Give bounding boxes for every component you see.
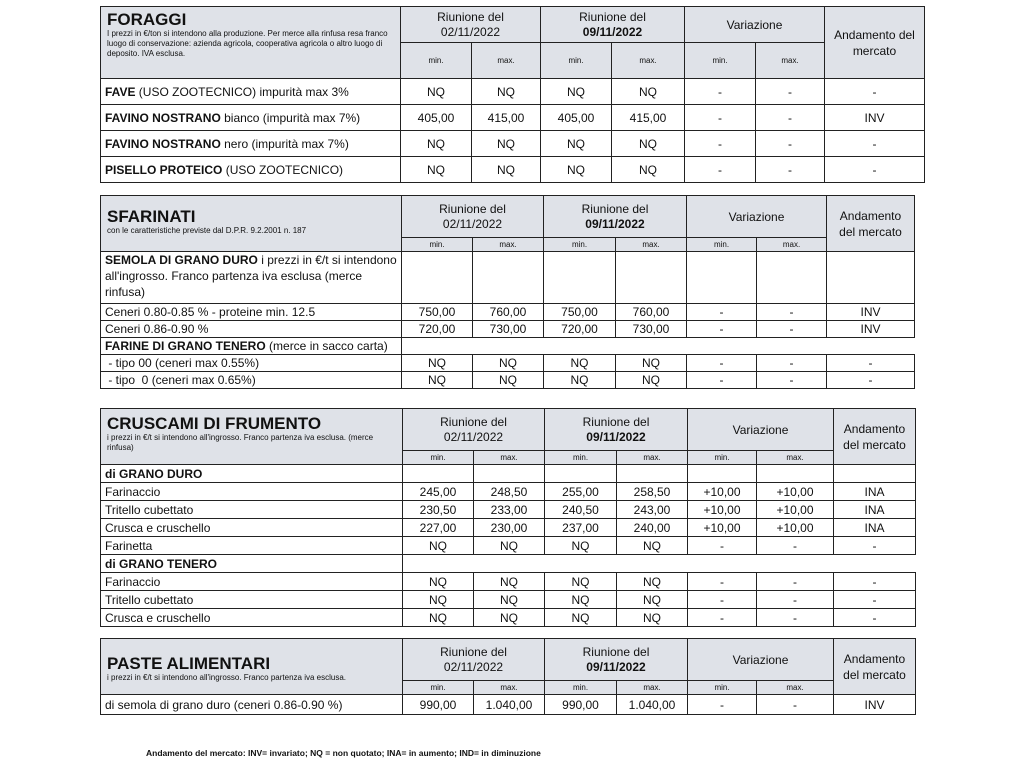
market-legend: Andamento del mercato: INV= invariato; NQ = non quotato; INA= in aumento; IND= in diminuzione [146,748,541,758]
farine-heading-row [101,338,915,355]
cell [473,252,544,304]
section-title: CRUSCAMI DI FRUMENTO [107,414,322,433]
value-cell: NQ [473,355,544,372]
reunion-date1-header [401,7,541,43]
value-cell: - [688,695,757,715]
reunion-label: Riunione del [439,201,506,216]
value-cell: NQ [541,157,612,183]
reunion-date: 02/11/2022 [442,216,503,231]
reunion-date: 09/11/2022 [585,216,645,231]
value-cell: NQ [541,79,612,105]
row-label-bold: FAVINO NOSTRANO [105,136,221,151]
tenero-heading-row [101,555,916,573]
table-row [101,372,915,389]
value-cell: - [827,372,915,389]
value-cell: - [757,695,834,715]
value-cell: NQ [617,537,688,555]
semola-bold: SEMOLA DI GRANO DURO [105,253,258,267]
value-cell: - [687,321,757,338]
reunion-label: Riunione del [437,9,504,24]
section-title-cell [101,7,401,79]
value-cell: INV [825,105,925,131]
value-cell: 237,00 [545,519,617,537]
max-label: max. [473,238,544,252]
row-label: Farinaccio [101,483,403,501]
section-title-cell [101,639,403,695]
row-label: Farinaccio [101,573,403,591]
value-cell: NQ [403,537,474,555]
min-label: min. [544,238,616,252]
sfarinati-header [101,196,915,252]
table-row [101,537,916,555]
value-cell: 405,00 [541,105,612,131]
value-cell: NQ [544,355,616,372]
row-label: - tipo 0 (ceneri max 0.65%) [101,372,402,389]
max-label: max. [756,43,825,79]
value-cell: NQ [402,372,473,389]
max-label: max. [616,238,687,252]
reunion-date: 02/11/2022 [443,429,504,444]
foraggi-section [100,6,925,183]
value-cell: 227,00 [403,519,474,537]
row-label: Crusca e cruschello [101,609,403,627]
table-row [101,321,915,338]
section-title-cell [101,409,403,465]
min-label: min. [541,43,612,79]
duro-heading-row [101,465,916,483]
max-label: max. [617,681,688,695]
row-label [101,157,401,183]
value-cell: 415,00 [472,105,541,131]
variazione-header: Variazione [685,7,825,43]
table-row [101,591,916,609]
andamento-header: Andamento del mercato [827,196,915,252]
table-row [101,355,915,372]
foraggi-rows [101,79,925,183]
value-cell: INV [834,695,916,715]
row-label: Tritello cubettato [101,591,403,609]
min-label: min. [402,238,473,252]
value-cell: 240,00 [617,519,688,537]
reunion-date: 09/11/2022 [586,659,646,674]
value-cell: INA [834,501,916,519]
value-cell: 730,00 [616,321,687,338]
min-label: min. [688,681,757,695]
row-label: Farinetta [101,537,403,555]
table-row [101,483,916,501]
value-cell: NQ [472,157,541,183]
row-label-desc: nero (impurità max 7%) [220,136,349,151]
table-row [101,695,916,715]
value-cell: 1.040,00 [617,695,688,715]
cruscami-section [100,408,916,627]
value-cell: NQ [612,79,685,105]
value-cell: NQ [545,573,617,591]
row-label: - tipo 00 (ceneri max 0.55%) [101,355,402,372]
value-cell: - [757,537,834,555]
value-cell: NQ [617,573,688,591]
reunion-label: Riunione del [581,201,649,216]
value-cell: - [688,609,757,627]
value-cell: - [685,157,756,183]
value-cell: NQ [544,372,616,389]
value-cell: - [825,79,925,105]
reunion-date2-header [545,639,688,681]
value-cell: - [757,304,827,321]
section-note: I prezzi in €/ton si intendono alla produzione. Per merce alla rinfusa resa franco luogo di conservazione: azienda agricola, cooperativa agricola o altro luogo di deposito. IVA esclusa. [107,29,388,58]
min-label: min. [545,681,617,695]
value-cell: INA [834,483,916,501]
max-label: max. [472,43,541,79]
value-cell: 248,50 [474,483,545,501]
sfarinati-rows [101,252,915,304]
value-cell: 760,00 [473,304,544,321]
value-cell: 990,00 [545,695,617,715]
value-cell: NQ [616,372,687,389]
row-label [101,79,401,105]
value-cell: - [825,131,925,157]
row-label [101,105,401,131]
cell [403,465,474,483]
paste-rows [101,695,916,715]
max-label: max. [757,451,834,465]
reunion-date1-header [402,196,544,238]
value-cell: - [687,304,757,321]
value-cell: NQ [545,537,617,555]
value-cell: 405,00 [401,105,472,131]
value-cell: +10,00 [688,483,757,501]
cell [545,465,617,483]
reunion-label: Riunione del [582,414,650,429]
row-label-bold: FAVE [105,84,136,99]
row-label-desc: bianco (impurità max 7%) [220,110,361,125]
cell [403,555,916,573]
table-row [101,131,925,157]
duro-rows [101,483,916,555]
max-label: max. [617,451,688,465]
paste-table [100,638,916,715]
reunion-date: 02/11/2022 [443,659,504,674]
semola-desc: i prezzi in €/t si intendono all'ingrosso. Franco partenza iva esclusa (merce rinfusa) [105,253,397,299]
reunion-label: Riunione del [582,644,650,659]
value-cell: - [834,591,916,609]
min-label: min. [685,43,756,79]
value-cell: - [834,537,916,555]
value-cell: - [685,105,756,131]
max-label: max. [474,681,545,695]
farine-desc: (merce in sacco carta) [265,339,388,353]
farine-heading [101,338,402,355]
reunion-date: 09/11/2022 [586,429,646,444]
value-cell: NQ [617,609,688,627]
value-cell: 245,00 [403,483,474,501]
value-cell: 990,00 [403,695,474,715]
section-note: con le caratteristiche previste dal D.P.R. 9.2.2001 n. 187 [107,226,307,235]
sfarinati-section [100,195,915,389]
value-cell: 750,00 [402,304,473,321]
table-row [101,304,915,321]
section-title: PASTE ALIMENTARI [107,654,271,673]
value-cell: 258,50 [617,483,688,501]
cell [544,252,616,304]
reunion-date: 02/11/2022 [440,24,501,39]
value-cell: NQ [612,157,685,183]
cell [402,338,915,355]
value-cell: 240,50 [545,501,617,519]
cell [757,465,834,483]
min-label: min. [401,43,472,79]
value-cell: - [825,157,925,183]
reunion-label: Riunione del [579,9,646,24]
table-row [101,609,916,627]
reunion-date: 09/11/2022 [582,24,643,39]
value-cell: 720,00 [402,321,473,338]
value-cell: - [757,355,827,372]
row-label [101,131,401,157]
value-cell: NQ [474,537,545,555]
row-label-bold: PISELLO PROTEICO [105,162,223,177]
value-cell: 255,00 [545,483,617,501]
foraggi-header [101,7,925,79]
row-label: Crusca e cruschello [101,519,403,537]
value-cell: 233,00 [474,501,545,519]
sfarinati-table [100,195,915,389]
value-cell: 730,00 [473,321,544,338]
value-cell: - [688,573,757,591]
value-cell: INV [827,304,915,321]
grano-duro-heading: di GRANO DURO [101,465,403,483]
cell [616,252,687,304]
value-cell: 760,00 [616,304,687,321]
value-cell: - [834,609,916,627]
value-cell: - [757,372,827,389]
table-row [101,501,916,519]
value-cell: - [756,157,825,183]
value-cell: - [685,131,756,157]
value-cell: NQ [545,591,617,609]
value-cell: NQ [401,157,472,183]
value-cell: 750,00 [544,304,616,321]
cell [834,465,916,483]
paste-section [100,638,916,715]
value-cell: - [756,131,825,157]
value-cell: NQ [474,591,545,609]
value-cell: NQ [474,609,545,627]
min-label: min. [403,451,474,465]
value-cell: INA [834,519,916,537]
value-cell: +10,00 [688,519,757,537]
reunion-date2-header [544,196,687,238]
farine-bold: FARINE DI GRANO TENERO [105,339,266,353]
variazione-header: Variazione [688,409,834,451]
value-cell: NQ [616,355,687,372]
farine-rows [101,355,915,389]
variazione-header: Variazione [688,639,834,681]
cell [474,465,545,483]
value-cell: NQ [545,609,617,627]
row-label-desc: (USO ZOOTECNICO) [222,162,344,177]
max-label: max. [757,238,827,252]
tenero-rows [101,573,916,627]
value-cell: - [827,355,915,372]
value-cell: NQ [474,573,545,591]
value-cell: NQ [617,591,688,609]
cruscami-table [100,408,916,627]
value-cell: 720,00 [544,321,616,338]
reunion-date2-header [545,409,688,451]
value-cell: 1.040,00 [474,695,545,715]
andamento-header: Andamento del mercato [825,7,925,79]
grano-tenero-heading: di GRANO TENERO [101,555,403,573]
table-row [101,573,916,591]
cell [757,252,827,304]
value-cell: - [687,355,757,372]
foraggi-table [100,6,925,183]
value-cell: - [756,79,825,105]
row-label: Tritello cubettato [101,501,403,519]
table-row [101,519,916,537]
reunion-date1-header [403,639,545,681]
row-label-desc: (USO ZOOTECNICO) impurità max 3% [135,84,349,99]
value-cell: 243,00 [617,501,688,519]
value-cell: - [757,591,834,609]
section-title: SFARINATI [107,207,196,226]
value-cell: - [756,105,825,131]
section-title-cell [101,196,402,252]
value-cell: NQ [401,131,472,157]
value-cell: NQ [472,79,541,105]
min-label: min. [687,238,757,252]
reunion-label: Riunione del [440,644,507,659]
reunion-label: Riunione del [440,414,507,429]
variazione-header: Variazione [687,196,827,238]
section-title: FORAGGI [107,10,187,29]
table-row [101,79,925,105]
value-cell: +10,00 [757,483,834,501]
value-cell: - [688,591,757,609]
max-label: max. [757,681,834,695]
cell [687,252,757,304]
cell [402,252,473,304]
value-cell: 230,50 [403,501,474,519]
min-label: min. [688,451,757,465]
value-cell: +10,00 [757,519,834,537]
value-cell: NQ [473,372,544,389]
cell [827,252,915,304]
reunion-date1-header [403,409,545,451]
semola-rows [101,304,915,338]
row-label-bold: FAVINO NOSTRANO [105,110,221,125]
row-label: di semola di grano duro (ceneri 0.86-0.90 %) [101,695,403,715]
value-cell: NQ [472,131,541,157]
value-cell: NQ [403,591,474,609]
value-cell: - [688,537,757,555]
paste-header [101,639,916,695]
value-cell: NQ [401,79,472,105]
value-cell: NQ [612,131,685,157]
value-cell: NQ [541,131,612,157]
min-label: min. [403,681,474,695]
value-cell: - [687,372,757,389]
row-label: Ceneri 0.86-0.90 % [101,321,402,338]
value-cell: - [757,609,834,627]
value-cell: 230,00 [474,519,545,537]
cruscami-header [101,409,916,465]
section-note: i prezzi in €/t si intendono all'ingrosso. Franco partenza iva esclusa. [107,673,346,682]
value-cell: - [685,79,756,105]
value-cell: +10,00 [757,501,834,519]
value-cell: - [757,573,834,591]
andamento-header: Andamento del mercato [834,409,916,465]
cell [617,465,688,483]
value-cell: +10,00 [688,501,757,519]
value-cell: - [757,321,827,338]
max-label: max. [612,43,685,79]
value-cell: - [834,573,916,591]
table-row [101,105,925,131]
table-row [101,157,925,183]
andamento-header: Andamento del mercato [834,639,916,695]
max-label: max. [474,451,545,465]
value-cell: INV [827,321,915,338]
value-cell: NQ [403,609,474,627]
row-label: Ceneri 0.80-0.85 % - proteine min. 12.5 [101,304,402,321]
cell [688,465,757,483]
reunion-date2-header [541,7,685,43]
semola-heading [101,252,402,304]
value-cell: NQ [402,355,473,372]
section-note: i prezzi in €/t si intendono all'ingrosso. Franco partenza iva esclusa. (merce rinfusa) [107,433,374,452]
value-cell: 415,00 [612,105,685,131]
value-cell: NQ [403,573,474,591]
min-label: min. [545,451,617,465]
